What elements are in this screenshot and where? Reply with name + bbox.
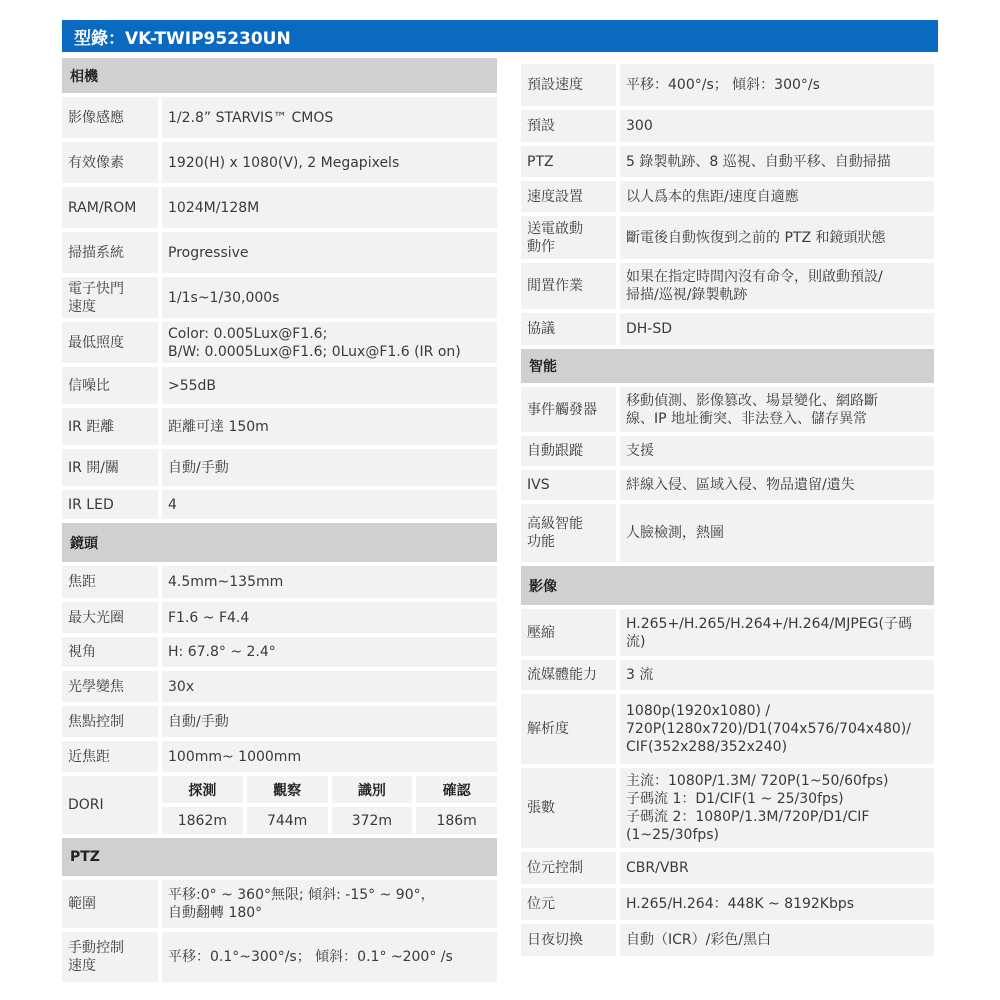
spec-label: 光學變焦 [62,671,158,702]
spec-value: 絆線入侵、區域入侵、物品遺留/遺失 [620,470,934,500]
dori-value-cell: 744m [247,807,328,834]
spec-label: 位元控制 [521,852,616,884]
spec-value: H: 67.8° ~ 2.4° [162,637,497,667]
spec-value: 1920(H) x 1080(V), 2 Megapixels [162,142,497,183]
left-spec-column [62,58,497,986]
spec-value: 移動偵測、影像篡改、場景變化、網路斷 線、IP 地址衝突、非法登入、儲存異常 [620,387,934,432]
spec-label: RAM/ROM [62,187,158,228]
spec-value: 自動/手動 [162,449,497,486]
spec-label: 事件觸發器 [521,387,616,432]
spec-label: 最大光圈 [62,602,158,633]
spec-value: 1/1s~1/30,000s [162,277,497,318]
spec-row [62,408,497,445]
spec-row [62,741,497,772]
spec-value: 距離可達 150m [162,408,497,445]
spec-row [62,671,497,702]
spec-label: IVS [521,470,616,500]
spec-value: 1/2.8” STARVIS™ CMOS [162,97,497,138]
spec-label: 張數 [521,768,616,848]
dori-header-cell: 識別 [332,776,413,803]
spec-row [62,97,497,138]
spec-label: 送電啟動 動作 [521,216,616,259]
dori-header-line [162,776,497,803]
dori-value-cell: 372m [332,807,413,834]
spec-value: DH-SD [620,313,934,345]
spec-row [521,694,934,764]
spec-value: 平移：400°/s； 傾斜：300°/s [620,64,934,106]
spec-value: 自動/手動 [162,706,497,737]
spec-row [62,932,497,982]
dori-header-cell: 探測 [162,776,243,803]
spec-label: 焦距 [62,566,158,598]
spec-row [62,706,497,737]
spec-value: 30x [162,671,497,702]
spec-row [521,263,934,309]
spec-row [521,768,934,848]
spec-value: 3 流 [620,660,934,690]
spec-value: F1.6 ~ F4.4 [162,602,497,633]
spec-row [521,852,934,884]
right-spec-column [521,64,934,960]
dori-value-line [162,807,497,834]
spec-value: 如果在指定時間內沒有命令，則啟動預設/ 掃描/巡視/錄製軌跡 [620,263,934,309]
dori-row [62,776,497,834]
spec-value: 100mm~ 1000mm [162,741,497,772]
dori-label: DORI [62,776,158,834]
spec-label: 焦點控制 [62,706,158,737]
dori-table [162,776,497,834]
spec-value: 平移:0° ~ 360°無限; 傾斜: -15° ~ 90°， 自動翻轉 180° [162,880,497,928]
section-header: 智能 [521,349,934,383]
spec-row [62,449,497,486]
section-header: 影像 [521,566,934,605]
spec-row [62,490,497,519]
spec-value: 4.5mm~135mm [162,566,497,598]
spec-row [62,602,497,633]
spec-label: 掃描系統 [62,232,158,273]
spec-label: 流媒體能力 [521,660,616,690]
spec-label: 最低照度 [62,322,158,363]
spec-row [521,436,934,466]
spec-label: 手動控制 速度 [62,932,158,982]
spec-row [62,322,497,363]
document-title: 型錄：VK-TWIP95230UN [62,20,938,52]
spec-label: 有效像素 [62,142,158,183]
spec-row [521,504,934,562]
spec-value: 斷電後自動恢復到之前的 PTZ 和鏡頭狀態 [620,216,934,259]
spec-value: 以人爲本的焦距/速度自適應 [620,181,934,212]
spec-row [521,146,934,177]
spec-row [521,609,934,656]
spec-label: 信噪比 [62,367,158,404]
spec-label: 協議 [521,313,616,345]
spec-label: 視角 [62,637,158,667]
spec-value: 人臉檢測，熱圖 [620,504,934,562]
spec-value: 平移：0.1°~300°/s； 傾斜：0.1° ~200° /s [162,932,497,982]
spec-label: 預設速度 [521,64,616,106]
dori-value-cell: 1862m [162,807,243,834]
spec-label: 預設 [521,110,616,142]
spec-value: 4 [162,490,497,519]
spec-row [521,387,934,432]
spec-row [62,637,497,667]
spec-value: 1080p(1920x1080) / 720P(1280x720)/D1(704x576/704x480)/ CIF(352x288/352x240) [620,694,934,764]
spec-row [521,660,934,690]
spec-label: 日夜切換 [521,924,616,956]
spec-label: 閒置作業 [521,263,616,309]
spec-value: CBR/VBR [620,852,934,884]
spec-label: IR LED [62,490,158,519]
spec-row [521,470,934,500]
spec-row [62,367,497,404]
spec-label: 位元 [521,888,616,920]
spec-value: H.265+/H.265/H.264+/H.264/MJPEG(子碼 流) [620,609,934,656]
spec-row [62,187,497,228]
spec-label: IR 開/關 [62,449,158,486]
spec-row [62,277,497,318]
spec-label: 高級智能 功能 [521,504,616,562]
spec-row [521,924,934,956]
spec-row [62,142,497,183]
spec-row [62,880,497,928]
spec-label: IR 距離 [62,408,158,445]
spec-label: 範圍 [62,880,158,928]
spec-label: 近焦距 [62,741,158,772]
spec-label: 解析度 [521,694,616,764]
spec-value: 5 錄製軌跡、8 巡視、自動平移、自動掃描 [620,146,934,177]
spec-label: 自動跟蹤 [521,436,616,466]
spec-row [521,64,934,106]
spec-label: 影像感應 [62,97,158,138]
spec-value: 主流：1080P/1.3M/ 720P(1~50/60fps) 子碼流 1：D1/CIF(1 ~ 25/30fps) 子碼流 2：1080P/1.3M/720P/D1/CIF (1~25/30fps) [620,768,934,848]
spec-row [521,110,934,142]
spec-value: 300 [620,110,934,142]
spec-label: 壓縮 [521,609,616,656]
spec-value: Progressive [162,232,497,273]
spec-row [521,216,934,259]
section-header: 鏡頭 [62,523,497,562]
dori-header-cell: 觀察 [247,776,328,803]
spec-label: 速度設置 [521,181,616,212]
spec-row [521,181,934,212]
dori-header-cell: 確認 [416,776,497,803]
spec-value: H.265/H.264：448K ~ 8192Kbps [620,888,934,920]
dori-value-cell: 186m [416,807,497,834]
spec-row [62,232,497,273]
spec-value: 1024M/128M [162,187,497,228]
spec-row [62,566,497,598]
spec-value: Color: 0.005Lux@F1.6; B/W: 0.0005Lux@F1.6; 0Lux@F1.6 (IR on) [162,322,497,363]
spec-label: PTZ [521,146,616,177]
spec-row [521,888,934,920]
spec-value: >55dB [162,367,497,404]
spec-label: 電子快門 速度 [62,277,158,318]
spec-row [521,313,934,345]
spec-value: 支援 [620,436,934,466]
section-header: 相機 [62,58,497,93]
section-header: PTZ [62,838,497,876]
spec-value: 自動（ICR）/彩色/黑白 [620,924,934,956]
